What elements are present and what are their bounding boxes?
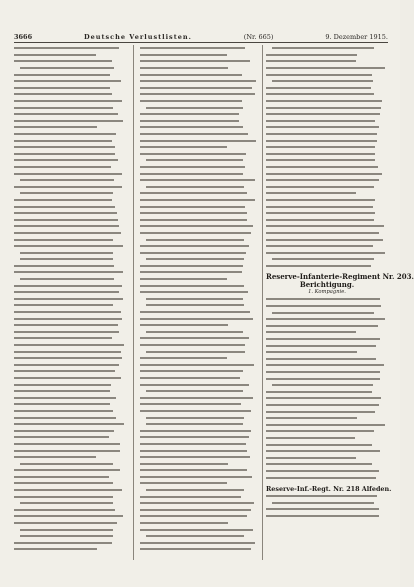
text-line [14,216,118,223]
text-line [266,170,382,177]
text-line [140,526,253,533]
text-line [140,381,249,388]
text-line [140,427,251,434]
text-line [14,368,115,375]
text-line [140,362,254,369]
text-line [14,52,96,59]
text-line [266,91,374,98]
text-line [146,487,244,494]
text-line [266,362,384,369]
text-line [266,151,375,158]
text-line [266,216,374,223]
text-line [140,71,242,78]
text-line [20,500,113,507]
text-line [140,335,249,342]
text-line [14,58,112,65]
text-line [266,506,379,513]
bottom-section-heading: Reserve-Inf.-Regt. Nr. 218 Alfeden. [266,484,392,493]
text-line [140,520,228,527]
text-line [140,500,254,507]
text-line [140,493,241,500]
text-line [14,381,111,388]
text-line [14,546,97,553]
text-line [20,276,114,283]
text-line [14,540,112,547]
text-line [14,236,113,243]
text-line [146,302,244,309]
text-line [140,197,255,204]
text-line [272,78,373,85]
text-line [266,435,355,442]
text-line [14,230,121,237]
text-line [14,355,122,362]
text-line [272,382,373,389]
section-heading-2: Berichtigung. [299,280,355,290]
text-line [14,348,121,355]
text-line [14,85,110,92]
text-line [266,263,371,270]
text-line [14,223,119,230]
text-line [266,329,356,336]
text-line [14,322,118,329]
text-line [266,124,379,131]
text-line [266,190,356,197]
text-line [20,533,113,540]
text-line [140,540,255,547]
text-line [266,441,372,448]
column-3-bottom-block [266,493,388,519]
text-line [14,203,115,210]
text-line [266,415,357,422]
text-line [266,210,375,217]
text-line [14,98,122,105]
text-line [14,282,122,289]
text-line [140,210,247,217]
text-line [146,236,244,243]
text-line [14,164,111,171]
text-line [14,78,121,85]
text-line [266,316,385,323]
text-line [14,513,123,520]
text-line [14,111,118,118]
text-line [14,289,119,296]
column-3-middle-block [266,296,388,481]
text-line [140,441,246,448]
text-line [14,91,112,98]
text-line [14,401,110,408]
text-line [140,467,247,474]
text-line [20,256,113,263]
text-line [266,349,357,356]
text-line [140,223,253,230]
text-line [146,183,244,190]
text-line [20,65,114,72]
text-line [146,104,243,111]
issue-date: 9. Dezember 1915. [325,33,388,41]
text-line [140,309,250,316]
text-line [14,362,119,369]
text-column-1 [14,45,126,560]
text-line [146,329,243,336]
text-line [140,322,228,329]
text-line [266,85,371,92]
text-line [14,434,109,441]
text-line [14,170,122,177]
text-line [14,131,116,138]
column-divider [262,45,263,560]
text-line [146,157,243,164]
text-line [266,71,372,78]
text-line [14,487,122,494]
text-line [266,65,385,72]
text-line [14,454,96,461]
text-line [266,395,381,402]
text-line [266,98,382,105]
text-line [140,355,227,362]
text-line [266,389,372,396]
text-column-3 [266,45,414,560]
text-line [140,480,227,487]
text-line [14,151,115,158]
text-line [140,401,241,408]
text-line [266,303,381,310]
text-line [14,427,114,434]
text-line [140,269,242,276]
text-line [140,460,228,467]
text-line [140,375,240,382]
text-line [266,493,377,500]
text-line [266,342,376,349]
text-line [14,467,120,474]
section-heading: Reserve-Infanterie-Regiment Nr. 203. [266,272,414,282]
text-line [266,468,379,475]
text-line [266,58,356,65]
text-line [14,342,124,349]
text-line [140,177,255,184]
text-line [266,356,376,363]
text-line [266,236,383,243]
text-line [140,315,253,322]
text-line [266,164,378,171]
text-line [14,210,117,217]
issue-number: (Nr. 665) [243,33,274,41]
text-line [266,428,374,435]
text-line [146,533,244,540]
text-line [140,58,250,65]
text-line [266,513,379,520]
section-subheading: 1. Kompagnie. [308,289,346,296]
text-line [14,414,116,421]
text-line [20,177,114,184]
text-line [266,249,385,256]
text-line [14,375,121,382]
text-line [266,230,379,237]
text-line [266,203,373,210]
text-line [140,368,243,375]
text-line [140,98,242,105]
text-line [266,336,380,343]
text-line [140,243,249,250]
text-line [14,335,112,342]
text-line [140,203,245,210]
text-line [266,448,380,455]
page-header [14,32,388,42]
text-line [14,441,120,448]
text-line [266,454,356,461]
text-line [146,421,243,428]
text-line [140,118,239,125]
text-line [140,124,243,131]
text-line [140,216,247,223]
text-line [140,52,227,59]
text-line [140,131,248,138]
text-line [140,394,253,401]
text-line [14,157,118,164]
text-line [14,388,110,395]
text-line [14,269,123,276]
text-line [266,104,381,111]
text-line [14,507,115,514]
text-line [14,408,113,415]
text-line [14,394,116,401]
text-line [266,243,373,250]
text-line [146,388,243,395]
text-line [272,256,374,263]
text-line [266,118,375,125]
text-line [140,137,256,144]
text-line [14,118,123,125]
text-line [14,104,113,111]
text-line [14,45,119,52]
text-line [272,309,374,316]
text-line [266,197,375,204]
text-line [140,513,247,520]
text-line [14,296,123,303]
text-line [14,309,121,316]
text-line [14,493,113,500]
text-line [20,249,113,256]
text-line [14,243,123,250]
text-line [266,52,357,59]
text-line [140,546,251,553]
text-line [266,144,375,151]
text-line [140,164,245,171]
text-line [140,91,255,98]
text-line [140,282,244,289]
text-line [266,474,376,481]
text-line [140,434,249,441]
text-line [140,45,245,52]
text-line [272,499,374,506]
text-line [20,460,113,467]
text-line [266,323,378,330]
text-line [140,151,246,158]
text-column-2 [140,45,258,560]
text-line [14,421,124,428]
text-line [266,369,380,376]
text-line [20,190,113,197]
text-line [140,408,251,415]
text-line [146,414,244,421]
text-line [140,111,239,118]
text-line [266,461,372,468]
text-line [266,157,375,164]
text-line [14,480,113,487]
text-line [140,85,252,92]
text-line [140,289,248,296]
text-line [266,375,380,382]
text-line [140,454,250,461]
text-line [14,315,122,322]
text-line [266,111,380,118]
column-3-top-block [266,45,388,269]
text-line [14,474,109,481]
text-line [140,507,251,514]
text-line [140,78,256,85]
text-line [140,276,227,283]
text-line [14,329,119,336]
text-line [140,144,227,151]
text-line [140,447,247,454]
text-line [140,65,228,72]
text-line [140,170,243,177]
page-number: 3666 [14,33,33,41]
text-line [14,197,112,204]
text-line [266,421,385,428]
text-line [272,45,374,52]
text-line [266,223,384,230]
text-line [266,183,374,190]
text-line [14,447,120,454]
header-rule [14,42,388,43]
text-line [14,263,114,270]
text-line [14,302,113,309]
text-line [140,342,245,349]
text-line [20,526,113,533]
column-divider [133,45,134,560]
text-line [266,177,379,184]
text-line [266,408,375,415]
text-line [14,137,112,144]
text-line [140,190,247,197]
text-line [140,263,243,270]
text-line [14,520,117,527]
text-line [146,256,244,263]
text-line [140,230,251,237]
publication-title: Deutsche Verlustlisten. [84,33,192,41]
text-line [14,124,97,131]
text-line [146,348,245,355]
text-line [14,144,115,151]
text-line [14,71,110,78]
text-line [266,402,379,409]
text-line [140,474,252,481]
text-line [14,183,122,190]
text-line [146,296,243,303]
text-line [266,131,377,138]
text-line [266,137,377,144]
text-line [140,249,246,256]
text-line [266,296,380,303]
